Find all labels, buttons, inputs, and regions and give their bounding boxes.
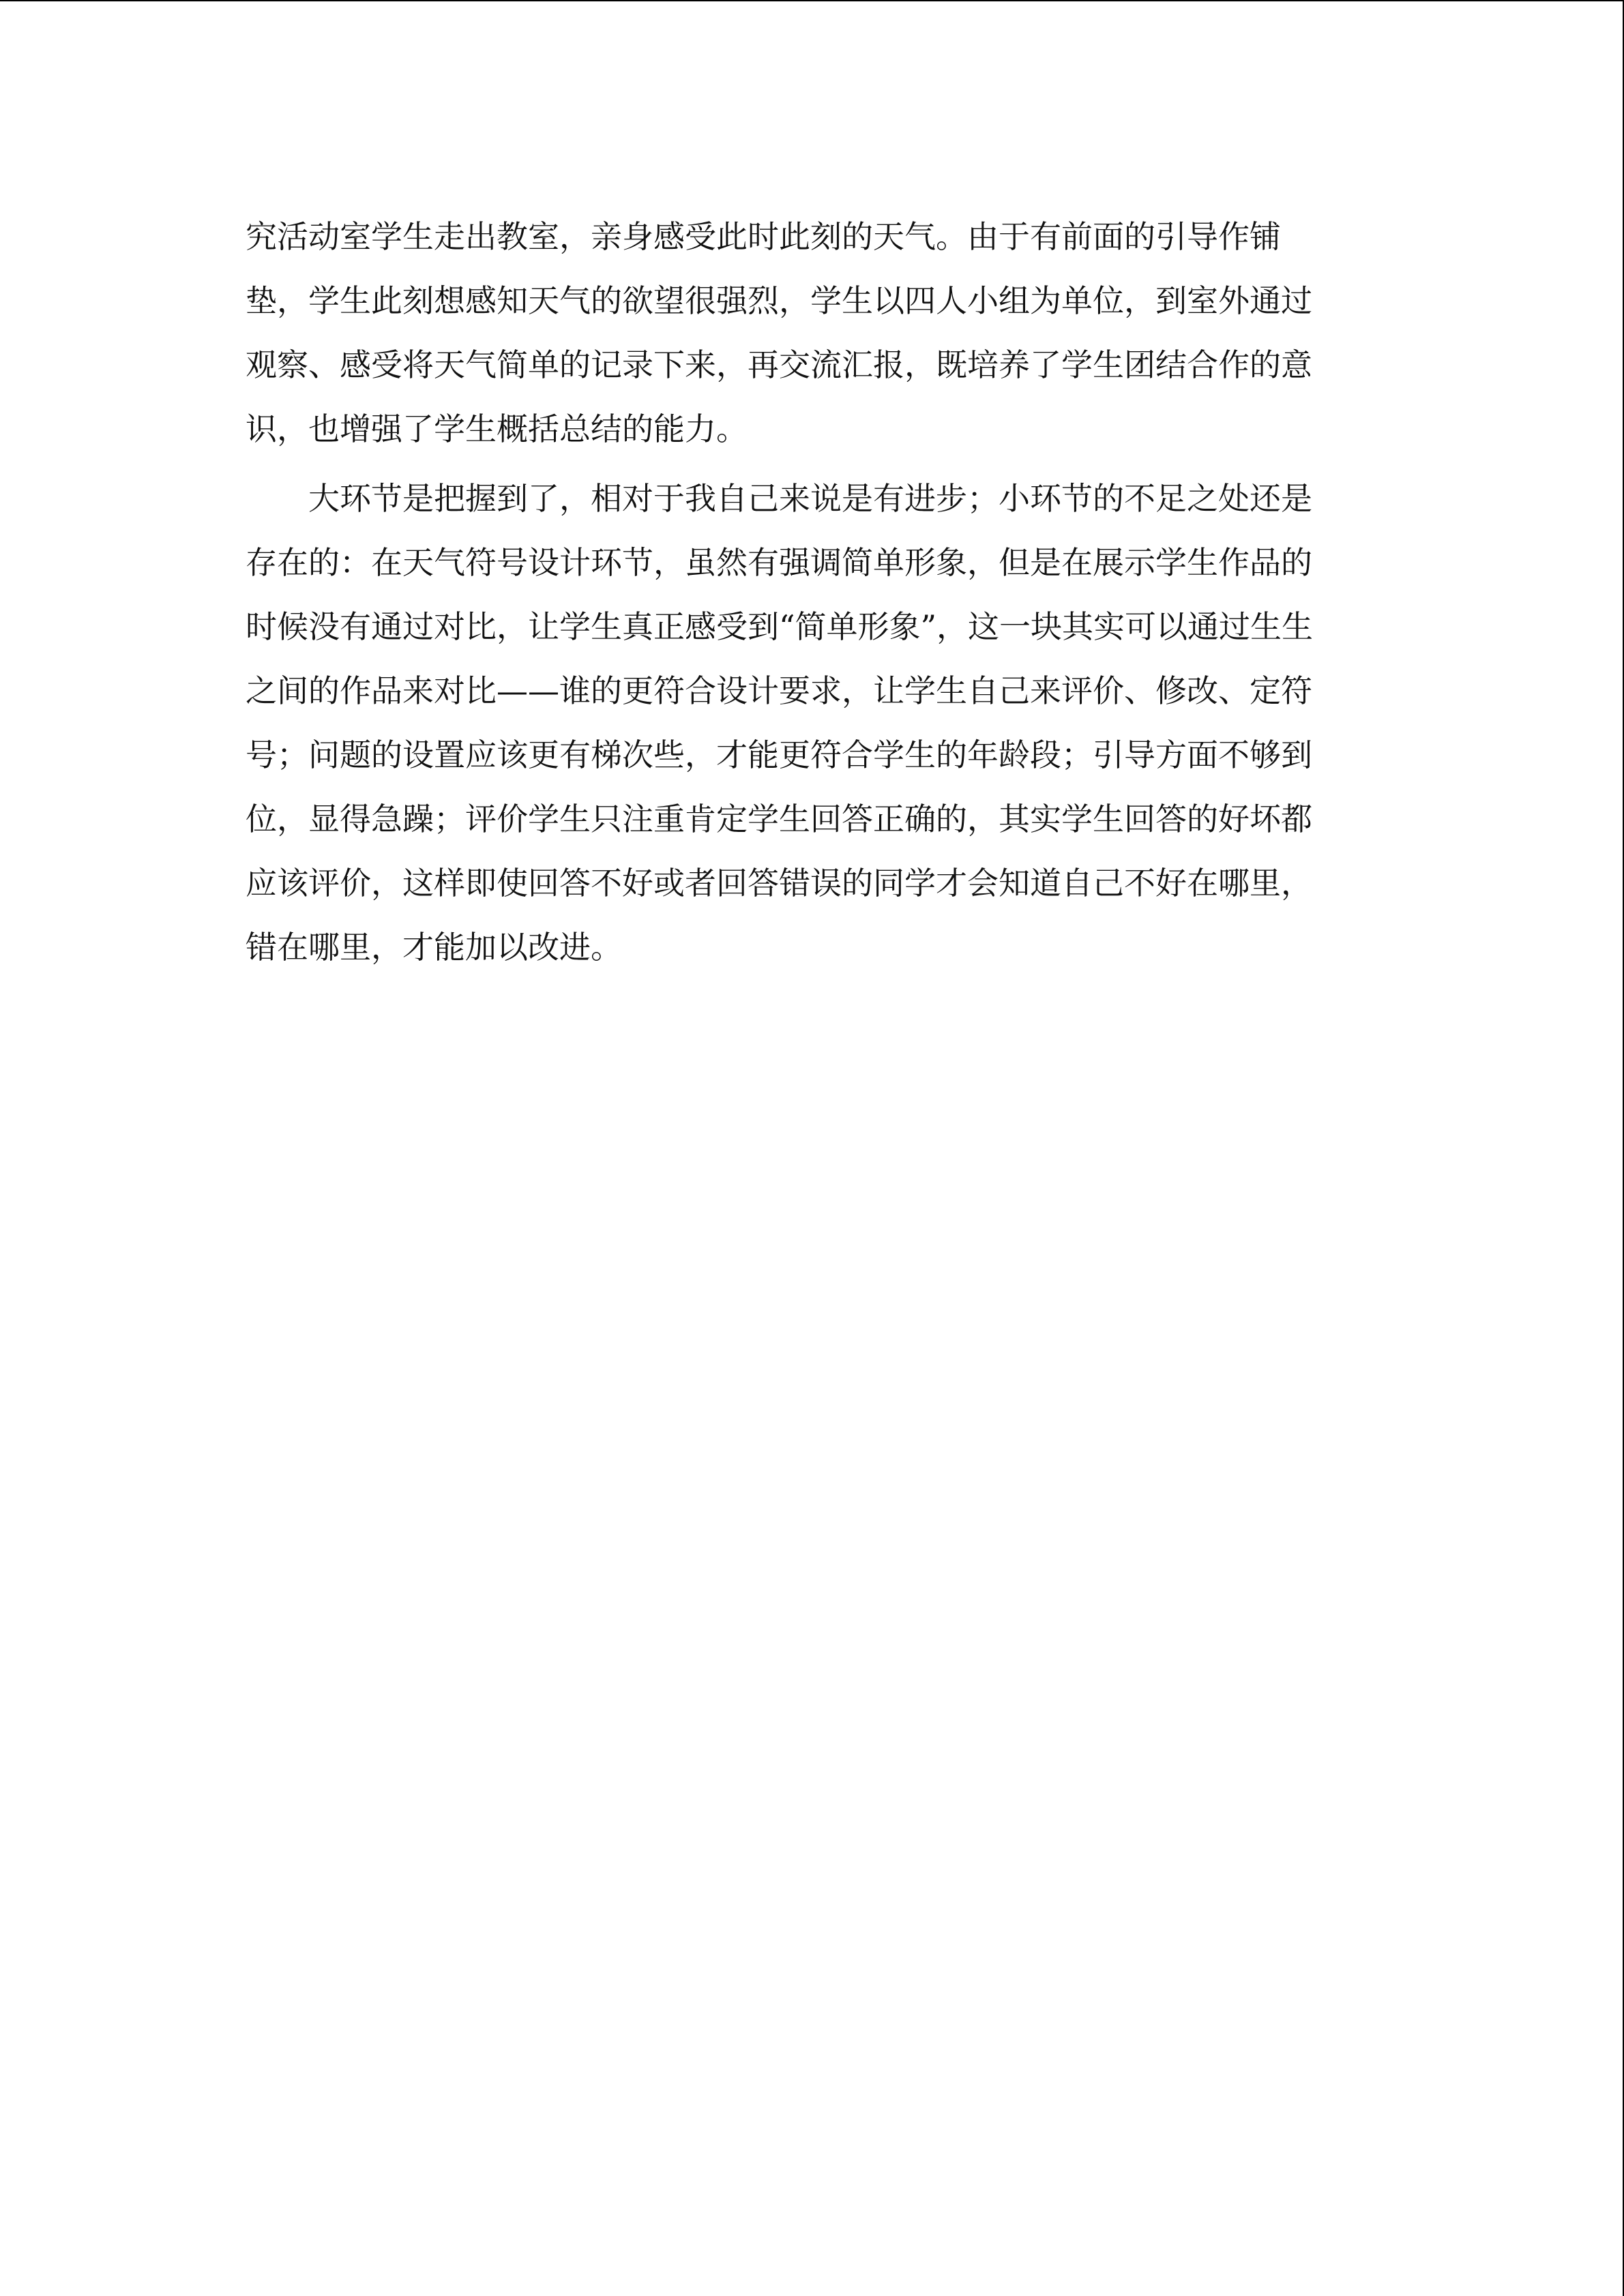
body-text [246,205,1378,979]
paragraph-2 [246,466,1378,979]
paragraph-1 [246,205,1378,461]
paragraph-line: 垫，学生此刻想感知天气的欲望很强烈，学生以四人小组为单位，到室外通过 [246,282,1312,319]
paragraph-line: 错在哪里，才能加以改进。 [246,929,622,966]
paragraph-line: 观察、感受将天气简单的记录下来，再交流汇报，既培养了学生团结合作的意 [246,346,1312,383]
paragraph-line: 究活动室学生走出教室，亲身感受此时此刻的天气。由于有前面的引导作铺 [246,218,1281,255]
paragraph-line: 之间的作品来对比——谁的更符合设计要求，让学生自己来评价、修改、定符 [246,672,1312,709]
paragraph-line: 大环节是把握到了，相对于我自己来说是有进步；小环节的不足之处还是 [246,480,1312,517]
paragraph-spacer [246,461,1378,466]
paragraph-line: 时候没有通过对比，让学生真正感受到“简单形象”，这一块其实可以通过生生 [246,608,1314,645]
paragraph-line: 识，也增强了学生概括总结的能力。 [246,411,748,447]
paragraph-line: 存在的：在天气符号设计环节，虽然有强调简单形象，但是在展示学生作品的 [246,544,1312,581]
paragraph-line: 号；问题的设置应该更有梯次些，才能更符合学生的年龄段；引导方面不够到 [246,736,1312,773]
paragraph-line: 位，显得急躁；评价学生只注重肯定学生回答正确的，其实学生回答的好坏都 [246,801,1312,837]
paragraph-line: 应该评价，这样即使回答不好或者回答错误的同学才会知道自己不好在哪里， [246,865,1312,901]
